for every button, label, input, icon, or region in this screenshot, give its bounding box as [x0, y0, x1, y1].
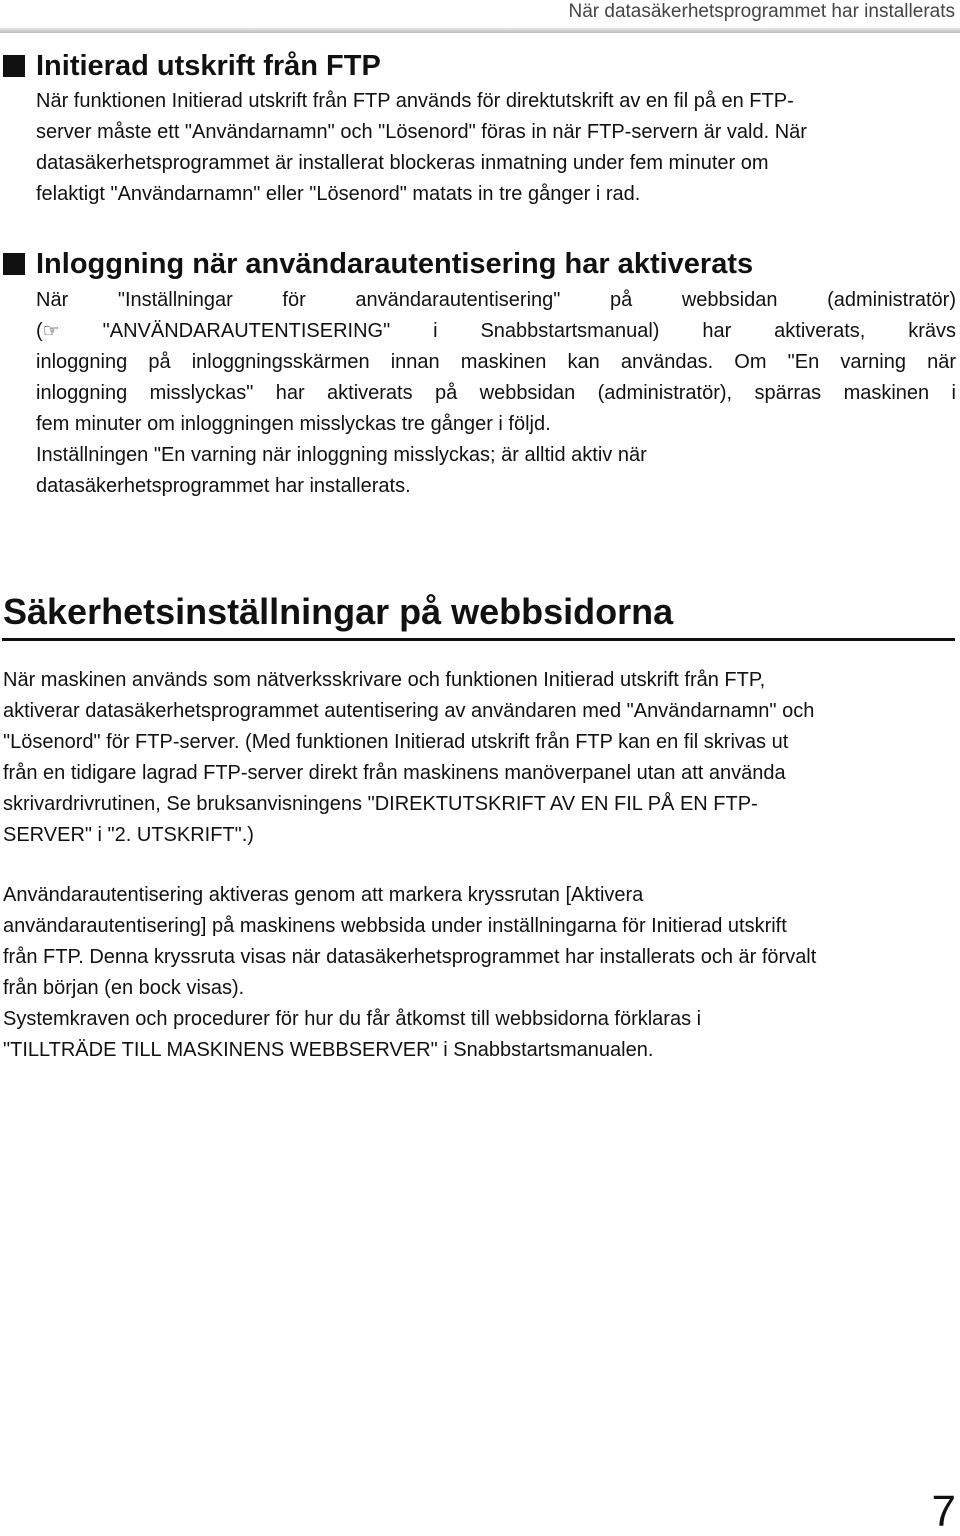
text-line: från FTP. Denna kryssruta visas när datasäkerhetsprogrammet har installerats och är förvalt — [3, 946, 817, 968]
text-line: aktiverar datasäkerhetsprogrammet autentisering av användaren med "Användarnamn" och — [3, 700, 815, 722]
ftp-paragraph — [36, 86, 956, 210]
ftp-heading — [3, 49, 381, 83]
text-line: "TILLTRÄDE TILL MASKINENS WEBBSERVER" i Snabbstartsmanualen. — [3, 1039, 654, 1061]
web-paragraph-1 — [3, 665, 958, 851]
header-rule — [0, 28, 960, 33]
text-line: När maskinen används som nätverksskrivare och funktionen Initierad utskrift från FTP, — [3, 669, 766, 691]
login-paragraph — [36, 285, 956, 502]
web-paragraph-2 — [3, 880, 958, 1066]
text-line: Systemkraven och procedurer för hur du får åtkomst till webbsidorna förklaras i — [3, 1008, 702, 1030]
text-line: Användarautentisering aktiveras genom att markera kryssrutan [Aktivera — [3, 884, 644, 906]
reference-text: "ANVÄNDARAUTENTISERING" i Snabbstartsmanual) har aktiverats, krävs — [59, 320, 956, 342]
section-rule — [2, 638, 955, 641]
square-bullet-icon — [3, 55, 25, 77]
text-line: datasäkerhetsprogrammet har installerats. — [36, 475, 411, 497]
login-heading-text: Inloggning när användarautentisering har aktiverats — [36, 248, 754, 280]
text-line: fem minuter om inloggningen misslyckas tre gånger i följd. — [36, 413, 551, 435]
text-line: från början (en bock visas). — [3, 977, 245, 999]
text-line — [36, 316, 956, 347]
text-line: skrivardrivrutinen, Se bruksanvisningens "DIREKTUTSKRIFT AV EN FIL PÅ EN FTP- — [3, 793, 758, 815]
login-heading — [3, 247, 753, 281]
text-line: "Lösenord" för FTP-server. (Med funktionen Initierad utskrift från FTP kan en fil skrivas ut — [3, 731, 789, 753]
text-line: Inställningen "En varning när inloggning misslyckas; är alltid aktiv när — [36, 444, 647, 466]
text-line: användarautentisering] på maskinens webbsida under inställningarna för Initierad utskrift — [3, 915, 787, 937]
pointing-hand-icon: ☞ — [42, 320, 60, 342]
text-line: från en tidigare lagrad FTP-server direkt från maskinens manöverpanel utan att använda — [3, 762, 786, 784]
text-line: När "Inställningar för användarautentisering" på webbsidan (administratör) — [36, 289, 956, 311]
text-line: inloggning på inloggningsskärmen innan maskinen kan användas. Om "En varning när — [36, 351, 956, 373]
text-line: När funktionen Initierad utskrift från FTP används för direktutskrift av en fil på en FTP- — [36, 90, 794, 112]
ftp-heading-text: Initierad utskrift från FTP — [36, 50, 381, 82]
text-line: felaktigt "Användarnamn" eller "Lösenord" matats in tre gånger i rad. — [36, 183, 641, 205]
text-line: datasäkerhetsprogrammet är installerat blockeras inmatning under fem minuter om — [36, 152, 769, 174]
running-header: När datasäkerhetsprogrammet har installerats — [568, 1, 955, 22]
square-bullet-icon — [3, 253, 25, 275]
page-number: 7 — [931, 1487, 956, 1536]
paren-open: ( — [36, 320, 43, 342]
text-line: server måste ett "Användarnamn" och "Lösenord" föras in när FTP-servern är vald. När — [36, 121, 807, 143]
text-line: inloggning misslyckas" har aktiverats på webbsidan (administratör), spärras maskinen i — [36, 382, 956, 404]
section-title: Säkerhetsinställningar på webbsidorna — [3, 591, 674, 632]
text-line: SERVER" i "2. UTSKRIFT".) — [3, 824, 254, 846]
